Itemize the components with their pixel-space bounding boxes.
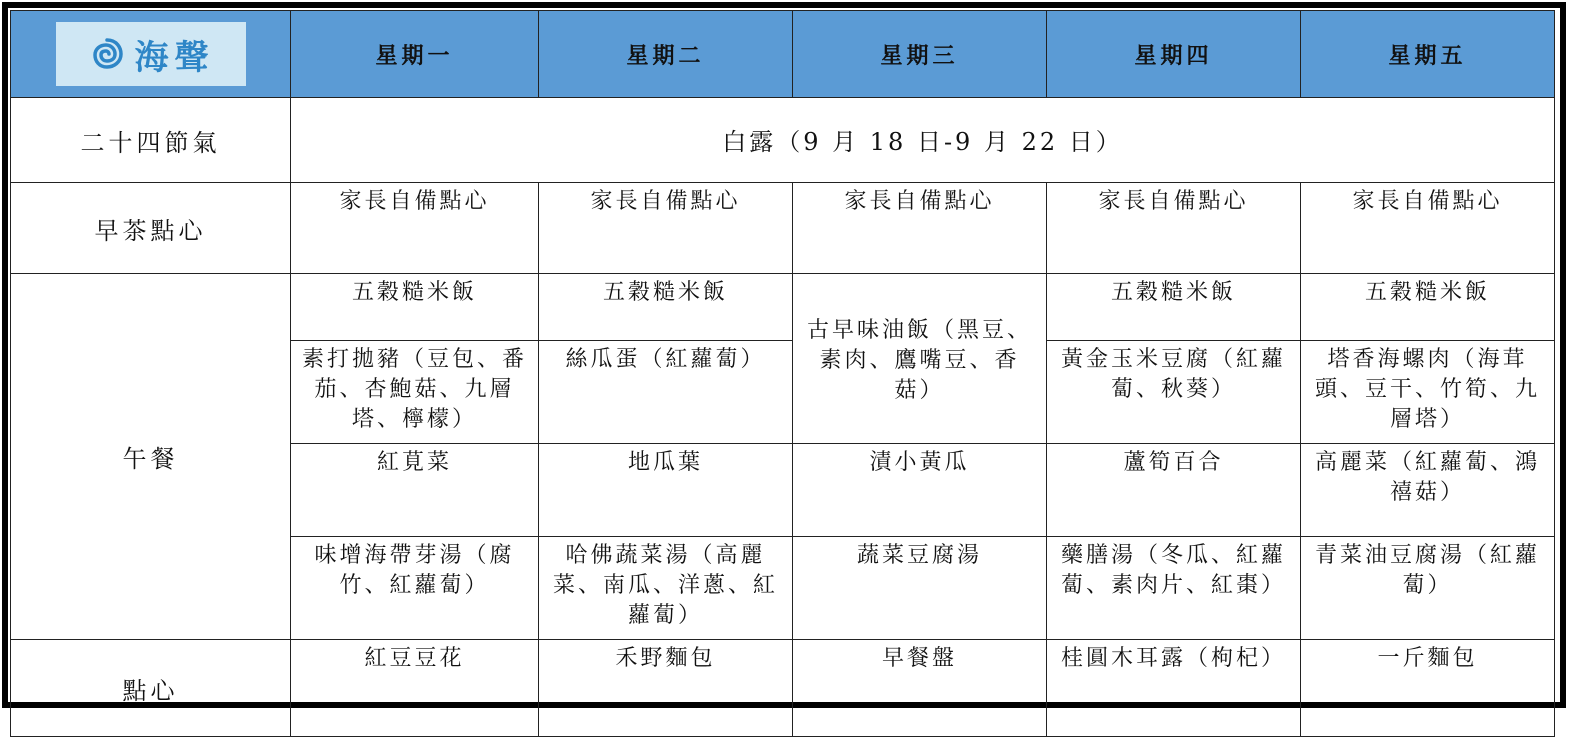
- lunch-soup-wed: 蔬菜豆腐湯: [793, 537, 1047, 640]
- morning-snack-fri: 家長自備點心: [1301, 183, 1555, 274]
- afternoon-snack-fri: 一斤麵包: [1301, 640, 1555, 737]
- morning-snack-wed: 家長自備點心: [793, 183, 1047, 274]
- morning-snack-label: 早茶點心: [11, 183, 291, 274]
- afternoon-snack-wed: 早餐盤: [793, 640, 1047, 737]
- day-header-wed: 星期三: [793, 11, 1047, 98]
- lunch-staple-wed: 古早味油飯（黑豆、素肉、鷹嘴豆、香菇）: [793, 274, 1047, 444]
- solar-term-row: [11, 98, 1555, 183]
- afternoon-snack-thu: 桂圓木耳露（枸杞）: [1047, 640, 1301, 737]
- lunch-label: 午餐: [11, 274, 291, 640]
- afternoon-snack-tue: 禾野麵包: [539, 640, 793, 737]
- lunch-veg-wed: 漬小黃瓜: [793, 444, 1047, 537]
- lunch-staple-fri: 五穀糙米飯: [1301, 274, 1555, 341]
- lunch-staple-tue: 五穀糙米飯: [539, 274, 793, 341]
- lunch-staple-row: [11, 274, 1555, 341]
- solar-term-value: 白露（9 月 18 日-9 月 22 日）: [291, 98, 1555, 183]
- afternoon-snack-row: [11, 640, 1555, 737]
- lunch-veg-thu: 蘆筍百合: [1047, 444, 1301, 537]
- lunch-main-tue: 絲瓜蛋（紅蘿蔔）: [539, 341, 793, 444]
- morning-snack-thu: 家長自備點心: [1047, 183, 1301, 274]
- header-row: [11, 11, 1555, 98]
- lunch-staple-thu: 五穀糙米飯: [1047, 274, 1301, 341]
- afternoon-snack-label: 點心: [11, 640, 291, 737]
- solar-term-label: 二十四節氣: [11, 98, 291, 183]
- lunch-soup-mon: 味增海帶芽湯（腐竹、紅蘿蔔）: [291, 537, 539, 640]
- weekly-menu-table: [10, 10, 1555, 737]
- lunch-main-fri: 塔香海螺肉（海茸頭、豆干、竹筍、九層塔）: [1301, 341, 1555, 444]
- morning-snack-mon: 家長自備點心: [291, 183, 539, 274]
- morning-snack-row: [11, 183, 1555, 274]
- day-header-mon: 星期一: [291, 11, 539, 98]
- lunch-veg-fri: 高麗菜（紅蘿蔔、鴻禧菇）: [1301, 444, 1555, 537]
- lunch-veg-tue: 地瓜葉: [539, 444, 793, 537]
- brand-logo: [56, 22, 246, 86]
- lunch-staple-mon: 五穀糙米飯: [291, 274, 539, 341]
- day-header-fri: 星期五: [1301, 11, 1555, 98]
- lunch-soup-tue: 哈佛蔬菜湯（高麗菜、南瓜、洋蔥、紅蘿蔔）: [539, 537, 793, 640]
- swirl-icon: [87, 34, 127, 74]
- lunch-soup-thu: 藥膳湯（冬瓜、紅蘿蔔、素肉片、紅棗）: [1047, 537, 1301, 640]
- afternoon-snack-mon: 紅豆豆花: [291, 640, 539, 737]
- logo-cell: [11, 11, 291, 98]
- lunch-soup-fri: 青菜油豆腐湯（紅蘿蔔）: [1301, 537, 1555, 640]
- lunch-main-mon: 素打拋豬（豆包、番茄、杏鮑菇、九層塔、檸檬）: [291, 341, 539, 444]
- lunch-veg-mon: 紅莧菜: [291, 444, 539, 537]
- lunch-main-thu: 黃金玉米豆腐（紅蘿蔔、秋葵）: [1047, 341, 1301, 444]
- logo-text: 海聲: [134, 37, 215, 78]
- morning-snack-tue: 家長自備點心: [539, 183, 793, 274]
- day-header-tue: 星期二: [539, 11, 793, 98]
- day-header-thu: 星期四: [1047, 11, 1301, 98]
